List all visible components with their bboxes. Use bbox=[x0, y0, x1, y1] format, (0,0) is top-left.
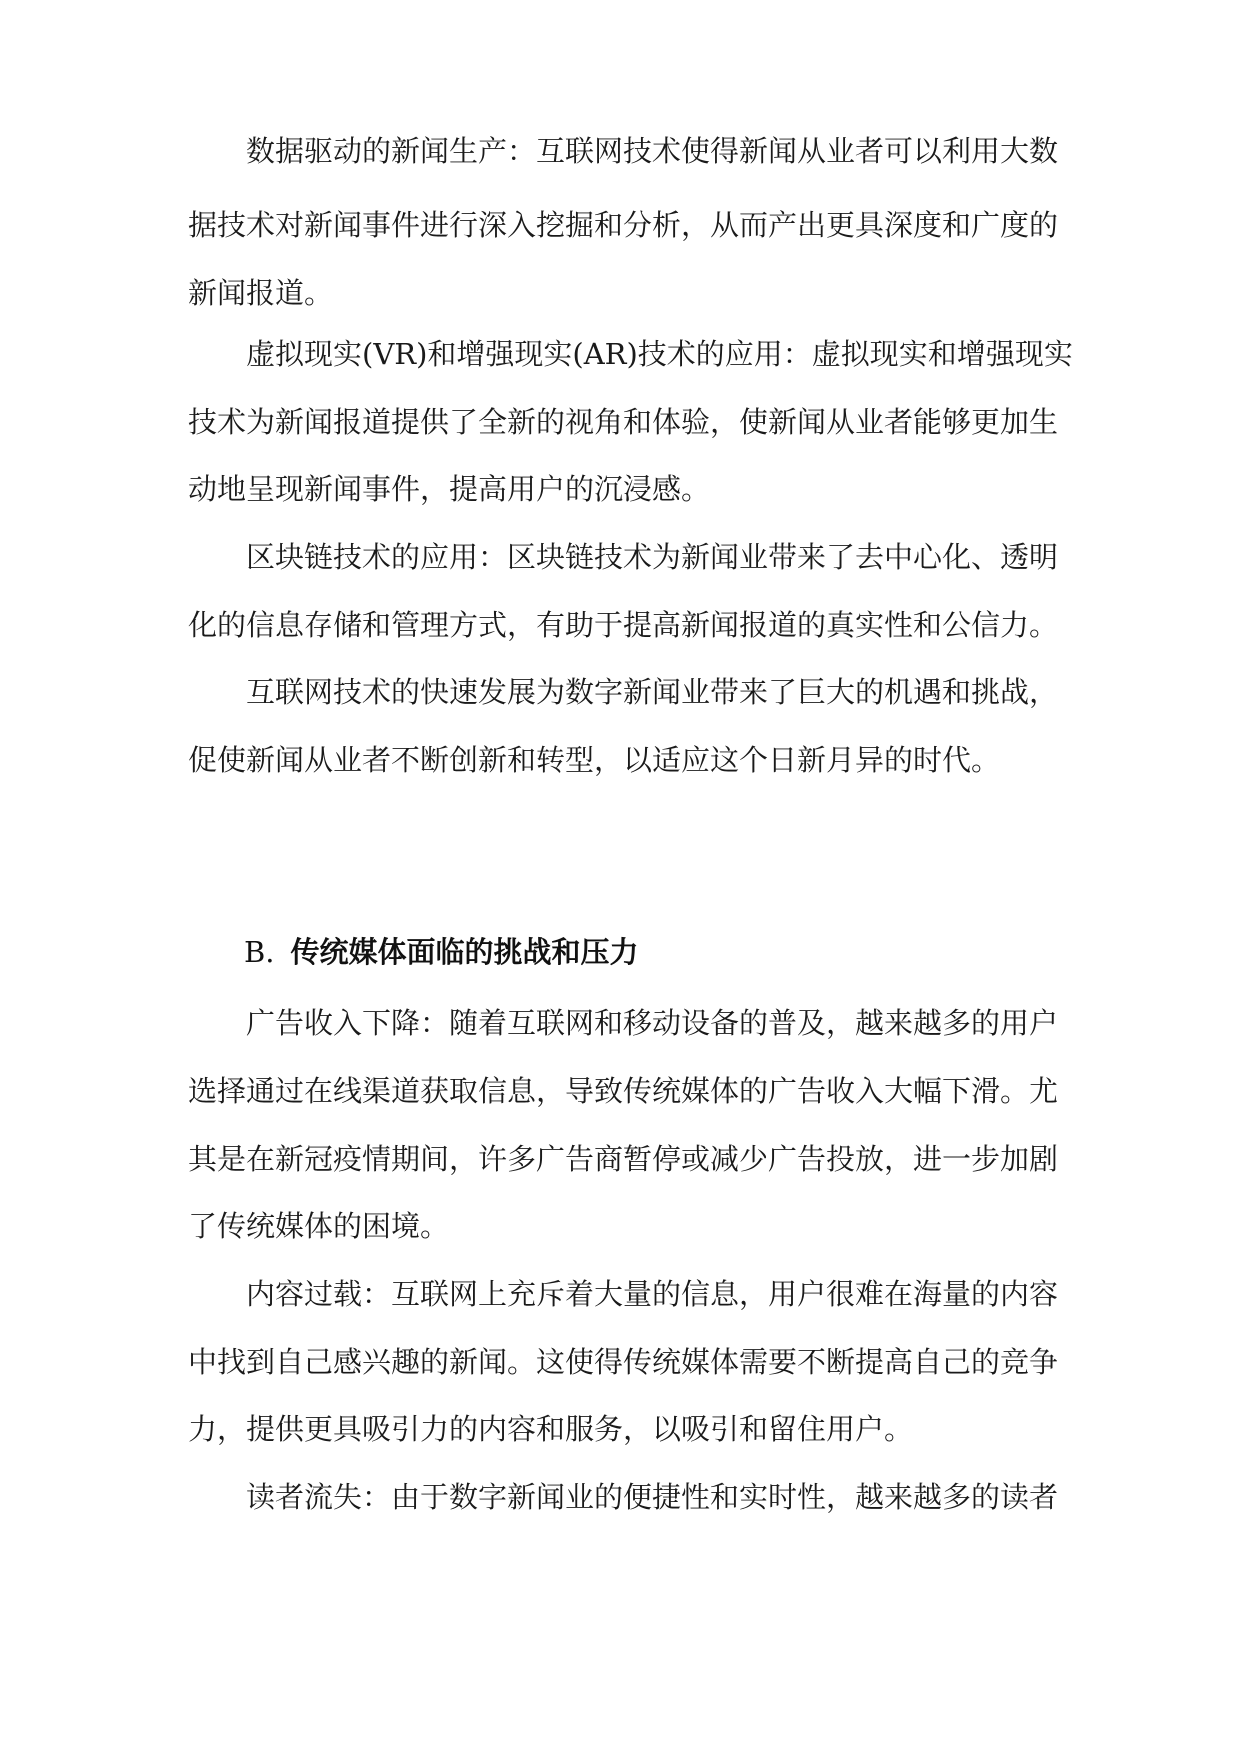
section-heading-label: B. bbox=[244, 935, 275, 969]
section-heading bbox=[244, 932, 639, 972]
paragraph-line: 数据驱动的新闻生产：互联网技术使得新闻从业者可以利用大数 bbox=[246, 134, 1059, 168]
paragraph-line: 选择通过在线渠道获取信息，导致传统媒体的广告收入大幅下滑。尤 bbox=[188, 1074, 1059, 1108]
paragraph-line: 动地呈现新闻事件，提高用户的沉浸感。 bbox=[188, 472, 711, 506]
paragraph-line: 中找到自己感兴趣的新闻。这使得传统媒体需要不断提高自己的竞争 bbox=[188, 1345, 1059, 1379]
paragraph-line: 力，提供更具吸引力的内容和服务，以吸引和留住用户。 bbox=[188, 1412, 914, 1446]
paragraph-line: 了传统媒体的困境。 bbox=[188, 1209, 450, 1243]
paragraph-line: 读者流失：由于数字新闻业的便捷性和实时性，越来越多的读者 bbox=[246, 1480, 1059, 1514]
paragraph-line: 广告收入下降：随着互联网和移动设备的普及，越来越多的用户 bbox=[246, 1006, 1059, 1040]
paragraph-line: 促使新闻从业者不断创新和转型，以适应这个日新月异的时代。 bbox=[188, 743, 1001, 777]
paragraph-line: 区块链技术的应用：区块链技术为新闻业带来了去中心化、透明 bbox=[246, 540, 1059, 574]
paragraph-line: 据技术对新闻事件进行深入挖掘和分析，从而产出更具深度和广度的 bbox=[188, 208, 1059, 242]
section-heading-title: 传统媒体面临的挑战和压力 bbox=[290, 935, 639, 969]
paragraph-line: 其是在新冠疫情期间，许多广告商暂停或减少广告投放，进一步加剧 bbox=[188, 1142, 1059, 1176]
paragraph-line: 虚拟现实(VR)和增强现实(AR)技术的应用：虚拟现实和增强现实 bbox=[246, 337, 1073, 371]
paragraph-line: 新闻报道。 bbox=[188, 276, 334, 310]
paragraph-line: 技术为新闻报道提供了全新的视角和体验，使新闻从业者能够更加生 bbox=[188, 405, 1059, 439]
paragraph-line: 化的信息存储和管理方式，有助于提高新闻报道的真实性和公信力。 bbox=[188, 608, 1059, 642]
paragraph-line: 互联网技术的快速发展为数字新闻业带来了巨大的机遇和挑战， bbox=[246, 675, 1059, 709]
paragraph-line: 内容过载：互联网上充斥着大量的信息，用户很难在海量的内容 bbox=[246, 1277, 1059, 1311]
